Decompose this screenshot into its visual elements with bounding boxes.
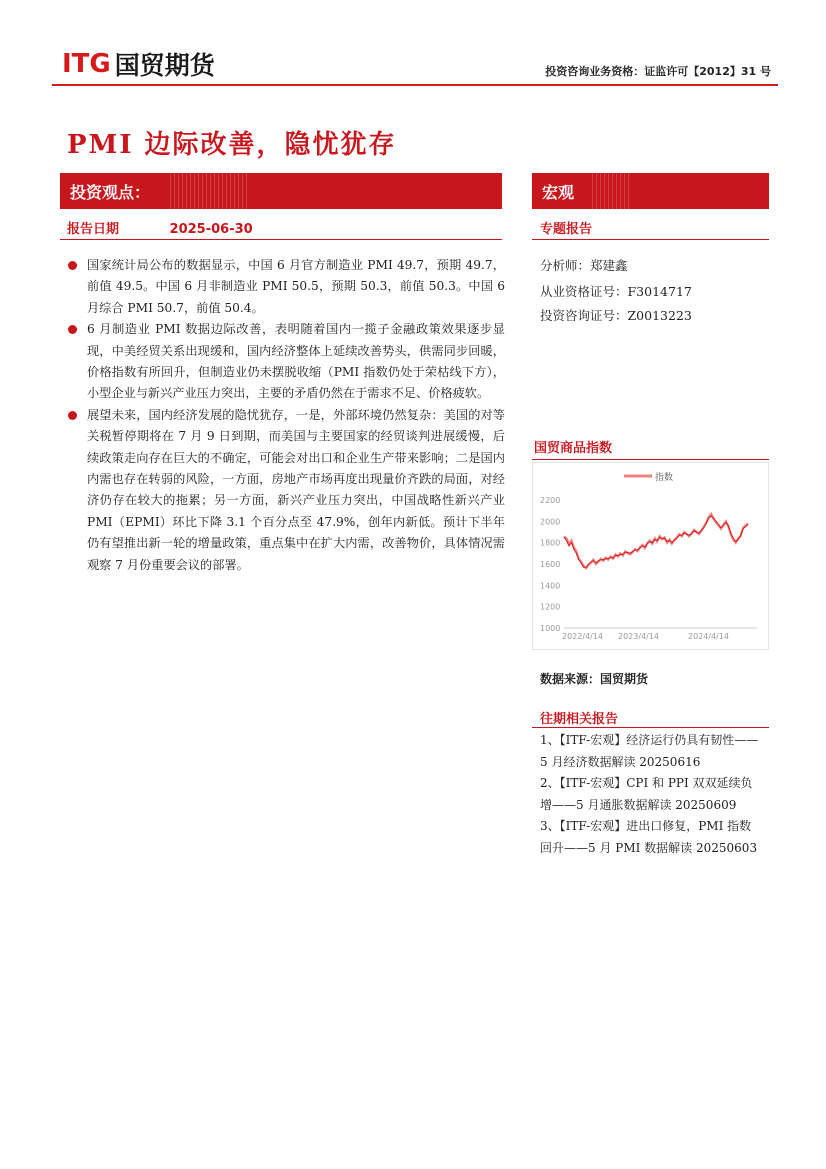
logo-cn-text: 国贸期货: [114, 51, 215, 80]
index-title: 国贸商品指数: [534, 441, 613, 456]
y-tick-label: 1400: [540, 581, 561, 591]
report-link[interactable]: 2、【ITF-宏观】CPI 和 PPI 双双延续负增——5 月通胀数据解读 20250609: [540, 776, 753, 812]
bullet-dot-icon: [68, 411, 77, 420]
index-chart-svg: [532, 462, 769, 650]
x-tick-label: 2024/4/14: [688, 632, 730, 641]
index-chart: [532, 462, 769, 650]
investment-points: [65, 255, 505, 576]
analyst-consult-number: 投资咨询证号：Z0013223: [540, 308, 692, 323]
analyst-name: 分析师：郑建鑫: [540, 258, 628, 273]
special-report-label: 专题报告: [540, 222, 593, 237]
date-divider: [60, 239, 502, 240]
y-tick-label: 1800: [540, 538, 561, 548]
macro-label: 宏观: [542, 182, 575, 202]
analyst-qualification: 从业资格证号：F3014717: [540, 284, 692, 299]
bar-decoration: [592, 173, 632, 209]
bullet-text: 国家统计局公布的数据显示，中国 6 月官方制造业 PMI 49.7，预期 49.7，前值 49.5。中国 6 月非制造业 PMI 50.5，预期 50.3，前值 50.3。中国 6 月综合 PMI 50.7，前值 50.4。: [87, 258, 505, 315]
bullet-text: 展望未来，国内经济发展的隐忧犹存，一是，外部环境仍然复杂：美国的对等关税暂停期将在 7 月 9 日到期，而美国与主要国家的经贸谈判进展缓慢，后续政策走向存在巨大的不确定，可能会对出口和企业生产带来影响；二是国内内需也存在转弱的风险，一方面，房地产市场再度出现量价齐跌的局面，对经济仍存在较大的拖累；另一方面，新兴产业压力突出，中国战略性新兴产业 PMI（EPMI）环比下降 3.1 个百分点至 47.9%，创年内新低。预计下半年仍有望推出新一轮的增量政策，重点集中在扩大内需，改善物价，具体情况需观察 7 月份重要会议的部署。: [87, 407, 505, 572]
report-link[interactable]: 3、【ITF-宏观】进出口修复，PMI 指数回升——5 月 PMI 数据解读 20250603: [540, 819, 758, 855]
macro-bar: [532, 173, 769, 209]
investment-view-bar: [60, 173, 502, 209]
report-title: PMI 边际改善，隐忧犹存: [67, 130, 397, 160]
x-tick-label: 2022/4/14: [562, 632, 604, 641]
special-divider: [532, 239, 769, 240]
x-tick-label: 2023/4/14: [618, 632, 660, 641]
report-link[interactable]: 1、【ITF-宏观】经济运行仍具有韧性——5 月经济数据解读 20250616: [540, 733, 759, 769]
past-reports-title: 往期相关报告: [540, 712, 619, 727]
company-logo: [62, 48, 215, 80]
past-reports-divider: [532, 727, 769, 728]
license-text: 投资咨询业务资格：证监许可【2012】31 号: [545, 65, 771, 78]
y-tick-label: 1000: [540, 624, 561, 633]
bullet-item: [65, 255, 505, 319]
y-tick-label: 1200: [540, 602, 561, 612]
report-date-value: 2025-06-30: [169, 222, 253, 237]
bullet-item: [65, 319, 505, 405]
data-source: 数据来源：国贸期货: [540, 672, 649, 686]
bullet-dot-icon: [68, 325, 77, 334]
legend-label: 指数: [655, 473, 674, 483]
investment-view-label: 投资观点：: [70, 182, 151, 202]
y-tick-label: 2000: [540, 517, 561, 527]
y-tick-label: 2200: [540, 496, 561, 505]
y-tick-label: 1600: [540, 560, 561, 569]
header-divider: [52, 84, 778, 86]
bullet-dot-icon: [68, 261, 77, 270]
report-date-label: 报告日期: [67, 222, 120, 237]
report-date-row: [67, 218, 253, 237]
past-reports-list: [540, 730, 762, 860]
bar-decoration: [170, 173, 250, 209]
bullet-item: [65, 405, 505, 576]
logo-itg-text: ITG: [62, 49, 111, 79]
index-divider: [532, 459, 769, 460]
bullet-text: 6 月制造业 PMI 数据边际改善，表明随着国内一揽子金融政策效果逐步显现，中美经贸关系出现缓和，国内经济整体上延续改善势头，供需同步回暖，价格指数有所回升，但制造业仍未摆脱收缩（PMI 指数仍处于荣枯线下方），小型企业与新兴产业压力突出，主要的矛盾仍然在于需求不足、价格疲软。: [87, 322, 505, 401]
